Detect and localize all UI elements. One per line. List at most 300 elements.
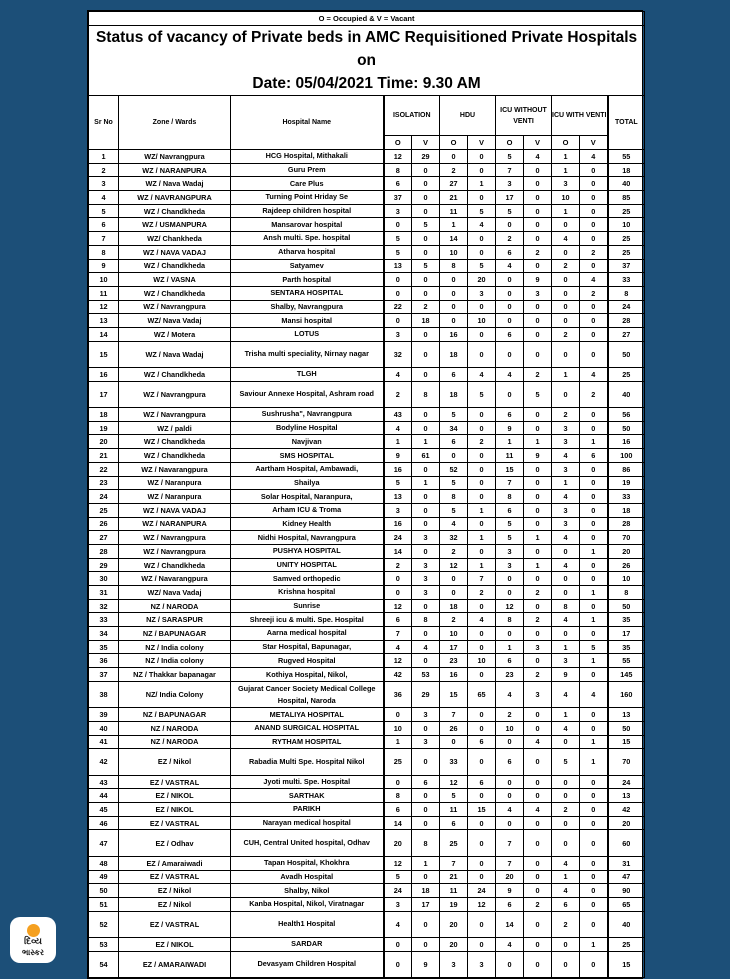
cell-icu-without-o: 0 xyxy=(496,341,524,367)
cell-hdu-v: 0 xyxy=(468,191,496,205)
cell-hdu-v: 20 xyxy=(468,273,496,287)
cell-zone: NZ / India colony xyxy=(119,640,231,654)
cell-total: 42 xyxy=(608,803,645,817)
cell-total: 25 xyxy=(608,245,645,259)
cell-icu-with-o: 4 xyxy=(552,856,580,870)
cell-total: 40 xyxy=(608,911,645,937)
table-row xyxy=(89,517,645,531)
cell-icu-with-v: 1 xyxy=(580,613,608,627)
cell-hospital: Jyoti multi. Spe. Hospital xyxy=(231,775,384,789)
cell-isolation-o: 8 xyxy=(384,163,412,177)
cell-hospital: Satyamev xyxy=(231,259,384,273)
cell-zone: EZ / NIKOL xyxy=(119,789,231,803)
cell-isolation-v: 0 xyxy=(412,937,440,951)
cell-hdu-o: 18 xyxy=(440,599,468,613)
cell-zone: EZ / VASTRAL xyxy=(119,775,231,789)
cell-icu-without-v: 0 xyxy=(524,163,552,177)
cell-icu-without-v: 9 xyxy=(524,273,552,287)
cell-icu-without-v: 0 xyxy=(524,544,552,558)
cell-hdu-o: 0 xyxy=(440,286,468,300)
cell-icu-with-v: 0 xyxy=(580,668,608,682)
cell-hospital: Avadh Hospital xyxy=(231,870,384,884)
cell-sr-no: 37 xyxy=(89,668,119,682)
cell-zone: NZ/ India Colony xyxy=(119,681,231,707)
cell-sr-no: 40 xyxy=(89,721,119,735)
cell-isolation-o: 22 xyxy=(384,300,412,314)
cell-icu-with-o: 10 xyxy=(552,191,580,205)
cell-icu-with-o: 0 xyxy=(552,314,580,328)
cell-hdu-v: 0 xyxy=(468,490,496,504)
cell-icu-with-v: 1 xyxy=(580,544,608,558)
cell-zone: WZ/ Nava Vadaj xyxy=(119,314,231,328)
cell-icu-with-v: 0 xyxy=(580,884,608,898)
cell-isolation-o: 0 xyxy=(384,775,412,789)
cell-total: 90 xyxy=(608,884,645,898)
cell-hdu-o: 16 xyxy=(440,668,468,682)
cell-isolation-v: 0 xyxy=(412,627,440,641)
cell-icu-without-o: 7 xyxy=(496,830,524,856)
cell-hdu-v: 0 xyxy=(468,462,496,476)
cell-icu-without-v: 0 xyxy=(524,408,552,422)
cell-hdu-v: 0 xyxy=(468,668,496,682)
cell-total: 8 xyxy=(608,586,645,600)
cell-icu-with-v: 0 xyxy=(580,517,608,531)
cell-icu-without-o: 0 xyxy=(496,789,524,803)
cell-hdu-v: 12 xyxy=(468,897,496,911)
cell-icu-without-v: 0 xyxy=(524,300,552,314)
cell-zone: EZ / VASTRAL xyxy=(119,911,231,937)
cell-icu-with-o: 0 xyxy=(552,627,580,641)
cell-icu-with-v: 0 xyxy=(580,421,608,435)
cell-icu-with-v: 0 xyxy=(580,870,608,884)
cell-hdu-o: 0 xyxy=(440,150,468,164)
cell-zone: WZ / Navrangpura xyxy=(119,544,231,558)
cell-sr-no: 35 xyxy=(89,640,119,654)
table-row xyxy=(89,476,645,490)
cell-isolation-v: 0 xyxy=(412,911,440,937)
cell-isolation-o: 8 xyxy=(384,789,412,803)
header-icu-without-venti: ICU WITHOUT VENTI xyxy=(496,96,552,136)
cell-hospital: Devasyam Children Hospital xyxy=(231,951,384,977)
cell-icu-without-o: 4 xyxy=(496,259,524,273)
cell-hdu-o: 6 xyxy=(440,816,468,830)
cell-hospital: SENTARA HOSPITAL xyxy=(231,286,384,300)
cell-isolation-o: 10 xyxy=(384,721,412,735)
cell-icu-with-v: 0 xyxy=(580,408,608,422)
cell-zone: WZ / paldi xyxy=(119,421,231,435)
cell-icu-without-v: 0 xyxy=(524,951,552,977)
cell-isolation-o: 9 xyxy=(384,449,412,463)
cell-zone: WZ / Chandkheda xyxy=(119,558,231,572)
cell-hospital: RYTHAM HOSPITAL xyxy=(231,735,384,749)
cell-sr-no: 17 xyxy=(89,381,119,407)
cell-total: 27 xyxy=(608,327,645,341)
table-row xyxy=(89,681,645,707)
cell-total: 40 xyxy=(608,381,645,407)
cell-icu-without-o: 4 xyxy=(496,681,524,707)
cell-total: 13 xyxy=(608,789,645,803)
cell-isolation-v: 0 xyxy=(412,803,440,817)
table-row xyxy=(89,503,645,517)
cell-icu-with-o: 9 xyxy=(552,668,580,682)
cell-hdu-o: 0 xyxy=(440,449,468,463)
cell-icu-with-o: 4 xyxy=(552,449,580,463)
cell-hdu-v: 0 xyxy=(468,627,496,641)
cell-zone: WZ / Naranpura xyxy=(119,490,231,504)
cell-icu-with-o: 4 xyxy=(552,884,580,898)
cell-total: 60 xyxy=(608,830,645,856)
cell-hdu-v: 0 xyxy=(468,300,496,314)
cell-zone: NZ / NARODA xyxy=(119,721,231,735)
cell-icu-with-v: 0 xyxy=(580,232,608,246)
cell-isolation-o: 13 xyxy=(384,259,412,273)
cell-hospital: Guru Prem xyxy=(231,163,384,177)
cell-hdu-o: 8 xyxy=(440,259,468,273)
cell-icu-without-o: 6 xyxy=(496,503,524,517)
cell-icu-with-o: 0 xyxy=(552,218,580,232)
cell-icu-with-v: 0 xyxy=(580,327,608,341)
table-row xyxy=(89,314,645,328)
cell-icu-with-o: 4 xyxy=(552,531,580,545)
cell-icu-without-o: 8 xyxy=(496,613,524,627)
cell-isolation-o: 16 xyxy=(384,462,412,476)
cell-icu-without-o: 1 xyxy=(496,435,524,449)
cell-hdu-v: 0 xyxy=(468,245,496,259)
cell-hospital: Arham ICU & Troma xyxy=(231,503,384,517)
cell-isolation-v: 0 xyxy=(412,490,440,504)
cell-icu-without-o: 3 xyxy=(496,177,524,191)
table-row xyxy=(89,789,645,803)
cell-zone: NZ / NARODA xyxy=(119,735,231,749)
cell-hospital: Aartham Hospital, Ambawadi, xyxy=(231,462,384,476)
cell-icu-without-v: 0 xyxy=(524,462,552,476)
cell-icu-without-v: 3 xyxy=(524,286,552,300)
cell-icu-with-v: 1 xyxy=(580,654,608,668)
page-title xyxy=(89,26,645,96)
cell-icu-without-o: 5 xyxy=(496,517,524,531)
table-body xyxy=(89,150,645,978)
cell-sr-no: 12 xyxy=(89,300,119,314)
cell-icu-with-o: 1 xyxy=(552,476,580,490)
header-icu-with-venti: ICU WITH VENTI xyxy=(552,96,608,136)
cell-icu-without-v: 3 xyxy=(524,681,552,707)
cell-hospital: Mansarovar hospital xyxy=(231,218,384,232)
cell-hdu-v: 6 xyxy=(468,775,496,789)
cell-isolation-v: 0 xyxy=(412,273,440,287)
cell-isolation-v: 4 xyxy=(412,640,440,654)
cell-icu-with-o: 4 xyxy=(552,232,580,246)
cell-isolation-v: 0 xyxy=(412,544,440,558)
cell-sr-no: 27 xyxy=(89,531,119,545)
cell-sr-no: 18 xyxy=(89,408,119,422)
cell-zone: EZ / VASTRAL xyxy=(119,870,231,884)
cell-zone: WZ / Nava Wadaj xyxy=(119,177,231,191)
cell-hdu-v: 3 xyxy=(468,951,496,977)
cell-zone: WZ/ Nava Vadaj xyxy=(119,586,231,600)
cell-hdu-v: 0 xyxy=(468,749,496,775)
cell-icu-with-o: 4 xyxy=(552,490,580,504)
cell-icu-with-v: 1 xyxy=(580,586,608,600)
cell-sr-no: 23 xyxy=(89,476,119,490)
cell-sr-no: 21 xyxy=(89,449,119,463)
header-icu-v: V xyxy=(524,136,552,150)
cell-icu-without-o: 0 xyxy=(496,286,524,300)
table-row xyxy=(89,775,645,789)
cell-zone: NZ / India colony xyxy=(119,654,231,668)
cell-hospital: Navjivan xyxy=(231,435,384,449)
cell-hdu-o: 20 xyxy=(440,937,468,951)
cell-icu-with-o: 5 xyxy=(552,749,580,775)
cell-icu-with-o: 1 xyxy=(552,204,580,218)
cell-icu-with-o: 0 xyxy=(552,816,580,830)
table-row xyxy=(89,558,645,572)
cell-isolation-o: 0 xyxy=(384,951,412,977)
cell-icu-with-o: 1 xyxy=(552,150,580,164)
cell-hospital: Atharva hospital xyxy=(231,245,384,259)
cell-hdu-o: 23 xyxy=(440,654,468,668)
cell-icu-without-o: 0 xyxy=(496,273,524,287)
cell-sr-no: 8 xyxy=(89,245,119,259)
cell-total: 24 xyxy=(608,300,645,314)
cell-icu-with-v: 0 xyxy=(580,163,608,177)
cell-icu-without-o: 0 xyxy=(496,314,524,328)
cell-icu-with-o: 2 xyxy=(552,259,580,273)
cell-hdu-v: 10 xyxy=(468,654,496,668)
cell-icu-with-o: 3 xyxy=(552,503,580,517)
cell-hdu-o: 20 xyxy=(440,911,468,937)
cell-sr-no: 30 xyxy=(89,572,119,586)
cell-icu-without-v: 4 xyxy=(524,735,552,749)
cell-isolation-v: 0 xyxy=(412,462,440,476)
cell-icu-with-v: 0 xyxy=(580,218,608,232)
cell-isolation-o: 4 xyxy=(384,911,412,937)
cell-zone: EZ / VASTRAL xyxy=(119,816,231,830)
cell-icu-without-v: 0 xyxy=(524,749,552,775)
table-row xyxy=(89,273,645,287)
cell-total: 50 xyxy=(608,421,645,435)
cell-icu-without-v: 0 xyxy=(524,572,552,586)
cell-icu-with-v: 0 xyxy=(580,911,608,937)
cell-sr-no: 3 xyxy=(89,177,119,191)
cell-isolation-v: 0 xyxy=(412,816,440,830)
cell-hospital: Shailya xyxy=(231,476,384,490)
vacancy-sheet xyxy=(87,10,643,979)
cell-icu-without-v: 0 xyxy=(524,856,552,870)
cell-icu-with-v: 0 xyxy=(580,462,608,476)
cell-hospital: METALIYA HOSPITAL xyxy=(231,708,384,722)
cell-sr-no: 39 xyxy=(89,708,119,722)
cell-icu-with-o: 3 xyxy=(552,462,580,476)
cell-icu-without-v: 0 xyxy=(524,490,552,504)
cell-isolation-v: 0 xyxy=(412,245,440,259)
cell-total: 160 xyxy=(608,681,645,707)
cell-zone: NZ / BAPUNAGAR xyxy=(119,627,231,641)
cell-sr-no: 34 xyxy=(89,627,119,641)
cell-zone: EZ / Odhav xyxy=(119,830,231,856)
cell-icu-without-v: 1 xyxy=(524,558,552,572)
cell-zone: WZ / Chandkheda xyxy=(119,204,231,218)
cell-icu-with-o: 1 xyxy=(552,163,580,177)
cell-icu-with-v: 0 xyxy=(580,259,608,273)
cell-icu-without-v: 0 xyxy=(524,259,552,273)
cell-isolation-v: 0 xyxy=(412,749,440,775)
cell-hospital: Solar Hospital, Naranpura, xyxy=(231,490,384,504)
cell-hospital: Rabadia Multi Spe. Hospital Nikol xyxy=(231,749,384,775)
cell-icu-with-o: 4 xyxy=(552,558,580,572)
cell-sr-no: 16 xyxy=(89,368,119,382)
cell-icu-without-v: 0 xyxy=(524,327,552,341)
cell-isolation-v: 2 xyxy=(412,300,440,314)
cell-icu-with-v: 2 xyxy=(580,381,608,407)
cell-hdu-v: 0 xyxy=(468,640,496,654)
cell-icu-without-v: 0 xyxy=(524,191,552,205)
cell-icu-without-v: 4 xyxy=(524,150,552,164)
cell-icu-without-v: 9 xyxy=(524,449,552,463)
cell-icu-with-o: 3 xyxy=(552,421,580,435)
cell-icu-without-o: 6 xyxy=(496,897,524,911)
cell-isolation-o: 36 xyxy=(384,681,412,707)
cell-icu-without-v: 3 xyxy=(524,640,552,654)
cell-sr-no: 25 xyxy=(89,503,119,517)
cell-icu-with-v: 0 xyxy=(580,708,608,722)
cell-icu-with-v: 0 xyxy=(580,951,608,977)
cell-total: 85 xyxy=(608,191,645,205)
cell-icu-without-o: 0 xyxy=(496,816,524,830)
cell-isolation-v: 3 xyxy=(412,586,440,600)
cell-zone: WZ / Chandkheda xyxy=(119,286,231,300)
cell-isolation-o: 43 xyxy=(384,408,412,422)
cell-icu-with-v: 0 xyxy=(580,177,608,191)
table-row xyxy=(89,830,645,856)
table-row xyxy=(89,721,645,735)
table-row xyxy=(89,191,645,205)
cell-icu-without-o: 0 xyxy=(496,300,524,314)
cell-isolation-v: 0 xyxy=(412,341,440,367)
cell-icu-with-v: 0 xyxy=(580,572,608,586)
cell-hdu-o: 0 xyxy=(440,735,468,749)
cell-isolation-o: 0 xyxy=(384,572,412,586)
cell-isolation-o: 42 xyxy=(384,668,412,682)
cell-hospital: Sunrise xyxy=(231,599,384,613)
cell-total: 145 xyxy=(608,668,645,682)
cell-hdu-v: 4 xyxy=(468,613,496,627)
cell-isolation-o: 3 xyxy=(384,204,412,218)
cell-icu-with-v: 0 xyxy=(580,300,608,314)
cell-icu-without-o: 6 xyxy=(496,245,524,259)
table-row xyxy=(89,599,645,613)
cell-hdu-o: 0 xyxy=(440,572,468,586)
cell-icu-without-o: 0 xyxy=(496,381,524,407)
cell-zone: EZ / NIKOL xyxy=(119,803,231,817)
cell-icu-without-o: 7 xyxy=(496,476,524,490)
cell-hdu-o: 27 xyxy=(440,177,468,191)
cell-isolation-o: 1 xyxy=(384,435,412,449)
header-iso-o: O xyxy=(384,136,412,150)
cell-isolation-v: 0 xyxy=(412,286,440,300)
cell-zone: WZ/ Navrangpura xyxy=(119,150,231,164)
title-line-1: Status of vacancy of Private beds in AMC Requisitioned Private Hospitals on xyxy=(95,29,638,69)
header-icu-o: O xyxy=(496,136,524,150)
cell-icu-without-o: 5 xyxy=(496,150,524,164)
cell-isolation-o: 14 xyxy=(384,544,412,558)
cell-sr-no: 7 xyxy=(89,232,119,246)
cell-zone: WZ / NAVRANGPURA xyxy=(119,191,231,205)
cell-hospital: Bodyline Hospital xyxy=(231,421,384,435)
cell-icu-without-o: 12 xyxy=(496,599,524,613)
cell-isolation-o: 0 xyxy=(384,586,412,600)
cell-total: 50 xyxy=(608,599,645,613)
cell-hdu-o: 14 xyxy=(440,232,468,246)
cell-total: 20 xyxy=(608,816,645,830)
cell-hdu-o: 12 xyxy=(440,775,468,789)
cell-icu-with-o: 1 xyxy=(552,368,580,382)
table-row xyxy=(89,951,645,977)
cell-icu-with-v: 2 xyxy=(580,245,608,259)
cell-total: 17 xyxy=(608,627,645,641)
cell-isolation-v: 1 xyxy=(412,856,440,870)
cell-hdu-o: 6 xyxy=(440,435,468,449)
cell-hdu-v: 1 xyxy=(468,531,496,545)
cell-hospital: Mansi hospital xyxy=(231,314,384,328)
cell-total: 100 xyxy=(608,449,645,463)
cell-hospital: Shalby, Navrangpura xyxy=(231,300,384,314)
cell-icu-without-o: 9 xyxy=(496,421,524,435)
cell-icu-without-v: 0 xyxy=(524,775,552,789)
table-row xyxy=(89,668,645,682)
cell-icu-with-v: 4 xyxy=(580,681,608,707)
cell-hdu-o: 25 xyxy=(440,830,468,856)
cell-icu-with-o: 0 xyxy=(552,381,580,407)
cell-hospital: Aarna medical hospital xyxy=(231,627,384,641)
cell-isolation-v: 0 xyxy=(412,599,440,613)
cell-isolation-o: 7 xyxy=(384,627,412,641)
cell-total: 86 xyxy=(608,462,645,476)
cell-total: 50 xyxy=(608,341,645,367)
cell-zone: WZ / NARANPURA xyxy=(119,517,231,531)
cell-hdu-o: 5 xyxy=(440,503,468,517)
cell-hdu-v: 0 xyxy=(468,408,496,422)
cell-hdu-v: 5 xyxy=(468,204,496,218)
cell-isolation-o: 2 xyxy=(384,381,412,407)
cell-zone: WZ / Navrangpura xyxy=(119,531,231,545)
cell-isolation-o: 2 xyxy=(384,558,412,572)
cell-hospital: Ansh multi. Spe. hospital xyxy=(231,232,384,246)
cell-hdu-v: 0 xyxy=(468,421,496,435)
cell-icu-with-v: 0 xyxy=(580,558,608,572)
cell-total: 31 xyxy=(608,856,645,870)
table-row xyxy=(89,341,645,367)
cell-icu-without-o: 10 xyxy=(496,721,524,735)
cell-zone: WZ / Chandkheda xyxy=(119,449,231,463)
header-zone: Zone / Wards xyxy=(119,96,231,150)
header-iso-v: V xyxy=(412,136,440,150)
cell-hdu-v: 0 xyxy=(468,708,496,722)
cell-icu-without-v: 0 xyxy=(524,884,552,898)
table-row xyxy=(89,204,645,218)
table-row xyxy=(89,381,645,407)
cell-total: 16 xyxy=(608,435,645,449)
cell-sr-no: 50 xyxy=(89,884,119,898)
cell-total: 19 xyxy=(608,476,645,490)
cell-isolation-v: 3 xyxy=(412,572,440,586)
cell-isolation-v: 0 xyxy=(412,408,440,422)
cell-icu-with-o: 3 xyxy=(552,517,580,531)
cell-hospital: ANAND SURGICAL HOSPITAL xyxy=(231,721,384,735)
cell-zone: NZ / BAPUNAGAR xyxy=(119,708,231,722)
cell-icu-without-o: 4 xyxy=(496,803,524,817)
cell-isolation-o: 12 xyxy=(384,654,412,668)
cell-icu-without-v: 0 xyxy=(524,870,552,884)
